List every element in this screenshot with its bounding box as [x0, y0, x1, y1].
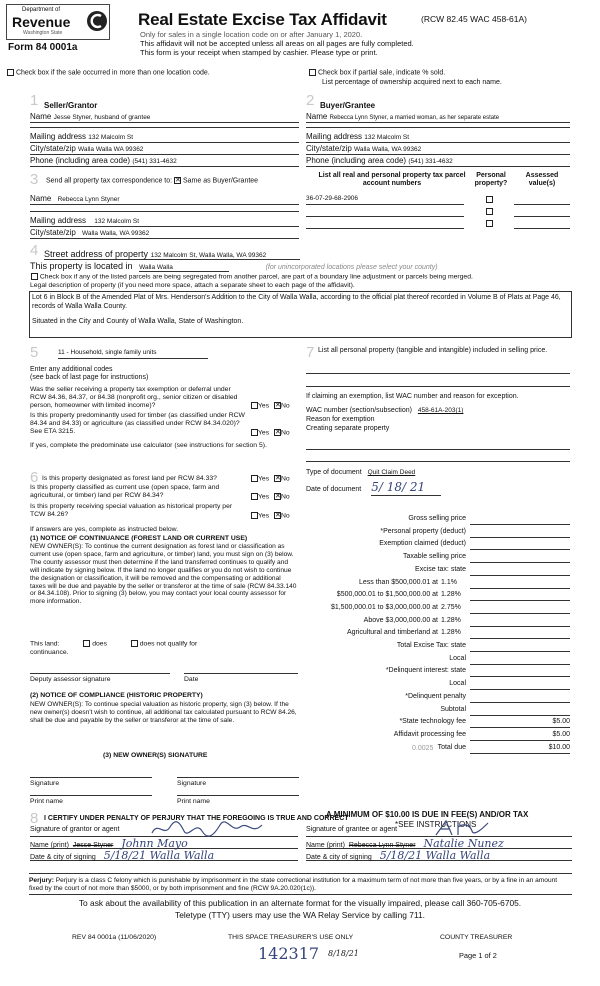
buyer-phone-value[interactable]: (541) 331-4632	[408, 158, 453, 165]
legal-description-2: Situated in the City and County of Walla Walla, State of Washington.	[32, 318, 244, 326]
buyer-mail-row	[306, 132, 570, 143]
tax-row-rate: 2.75%	[441, 603, 461, 611]
reason-label: Reason for exemption	[306, 416, 375, 423]
percent-ownership-note: List percentage of ownership acquired next to each name.	[322, 79, 502, 86]
tax-row-line	[470, 727, 570, 728]
buyer-mail-label: Mailing address	[306, 132, 363, 141]
historic-question: Is this property receiving special valuation as historical property per TCW 84.26?	[30, 503, 233, 518]
current-use-yes-no	[251, 493, 290, 501]
grantee-date-value[interactable]: 5/18/21 Walla Walla	[379, 849, 491, 862]
multi-location-check[interactable]	[7, 69, 210, 77]
tax-row-label: Total due	[437, 743, 466, 751]
section-2-number: 2	[306, 92, 315, 109]
timber-question: Is this property predominantly used for timber (as classified under RCW 84.34 and 84.33) or agriculture (as classified under RCW 84.34.020)? See ETA 3215.	[30, 412, 245, 435]
grantor-date-row	[30, 850, 298, 861]
seller-phone-row	[30, 156, 299, 167]
perjury-box	[29, 873, 572, 895]
same-as-buyer-label: Same as Buyer/Grantee	[182, 177, 259, 185]
doc-type-row	[306, 469, 415, 477]
tax-row-label: Local	[449, 654, 466, 662]
header-line-2: This affidavit will not be accepted unless all areas on all pages are fully completed.	[140, 39, 414, 48]
buyer-name-value[interactable]: Rebecca Lynn Styner, a married woman, as her separate estate	[329, 115, 500, 121]
exemption-question: Was the seller receiving a property tax exemption or deferral under RCW 84.36, 84.37, or 84.38 (nonprofit org., senior citizen or disabled person, homeowner with limited income)?	[30, 386, 238, 409]
does-not-checkbox[interactable]	[131, 640, 138, 647]
tax-row-label: Agricultural and timberland at	[346, 629, 438, 637]
see-instructions-note: *SEE INSTRUCTIONS	[395, 820, 477, 829]
does-not-label: does not qualify for	[139, 640, 198, 648]
tax-row-line	[470, 753, 570, 754]
new-owner-print-label-2: Print name	[177, 798, 210, 805]
current-use-question: Is this property classified as current use (open space, farm and agricultural, or timber) land per RCW 84.34?	[30, 484, 220, 499]
this-land-row	[30, 640, 300, 648]
tax-row-line	[470, 588, 570, 589]
tax-row-label: Total Excise Tax: state	[396, 642, 466, 649]
section-3-name-row	[30, 194, 299, 205]
tax-row-line	[470, 524, 570, 525]
tax-row-label: *Delinquent interest: state	[385, 667, 466, 675]
seller-name-label: Name	[30, 112, 52, 121]
seller-mail-label: Mailing address	[30, 132, 87, 141]
revenue-logo	[6, 4, 118, 53]
section-7-number: 7	[306, 344, 315, 361]
buyer-city-value[interactable]: Walla Walla, WA 99362	[354, 146, 422, 153]
section-8-number: 8	[30, 810, 39, 827]
logo-dept: Department of	[22, 7, 61, 13]
seller-city-value[interactable]: Walla Walla WA 99362	[78, 146, 144, 153]
legal-description-box[interactable]	[29, 291, 572, 338]
seller-mail-value[interactable]: 132 Malcolm St	[88, 134, 134, 141]
seller-city-row	[30, 144, 299, 155]
tax-correspondence-label: Send all property tax correspondence to:	[46, 177, 173, 185]
tax-row-value[interactable]: $5.00	[552, 718, 570, 726]
logo-name: Revenue	[12, 14, 71, 30]
historic-no-label: No	[280, 512, 290, 520]
forest-no-label: No	[280, 475, 290, 483]
doc-date-row	[306, 481, 441, 496]
stamp-number: 142317	[258, 944, 320, 963]
segregated-row[interactable]	[31, 273, 571, 281]
seller-city-label: City/state/zip	[30, 144, 76, 153]
tax-row-rate: 1.1%	[441, 578, 457, 586]
wac-value[interactable]: 458-61A-203(1)	[417, 407, 464, 414]
notice-continuance-text: NEW OWNER(S): To continue the current designation as forest land or classification as current use (open space, farm and agriculture, or timber) land, you must sign on (3) below. The county assessor must then determine if the land transferred continues to qualify and will indicate by signing below. If the land no longer qualifies or you do not wish to continue the designation or classification, it will be removed and the compensating or additional taxes will be due and payable by the seller or transferor at the time of sale (RCW 84.33.140 or 84.34.108). Prior to signing (3) below, you may contact your local county assessor for more information.	[30, 543, 297, 606]
current-use-yes-checkbox[interactable]	[251, 493, 258, 500]
tax-row-label: Local	[449, 680, 466, 688]
new-owner-signature-heading: (3) NEW OWNER(S) SIGNATURE	[103, 752, 208, 759]
tax-row-label: $1,500,000.01 to $3,000,000.00 at	[330, 603, 438, 611]
doc-date-value[interactable]: 5/ 18/ 21	[371, 481, 441, 496]
historic-yes-checkbox[interactable]	[251, 512, 258, 519]
buyer-city-row	[306, 144, 570, 155]
deputy-date-label: Date	[184, 676, 199, 683]
grantee-print-row	[306, 838, 572, 849]
segregated-checkbox[interactable]	[31, 273, 38, 280]
logo-state: Washington State	[23, 30, 63, 36]
tax-row-line	[470, 740, 570, 741]
section-4-number: 4	[30, 242, 39, 259]
section-3-city-row	[30, 228, 299, 239]
form-number: Form 84 0001a	[8, 42, 78, 53]
seller-phone-value[interactable]: (541) 331-4632	[132, 158, 177, 165]
multi-location-label: Check box if the sale occurred in more than one location code.	[15, 69, 210, 77]
section-3-name-label: Name	[30, 194, 52, 203]
historic-yes-label: Yes	[258, 512, 270, 520]
forest-yes-checkbox[interactable]	[251, 475, 258, 482]
see-back-label: (see back of last page for instructions)	[30, 374, 149, 381]
grantor-signature-label: Signature of grantor or agent	[30, 826, 120, 833]
tax-row-rate: 1.28%	[441, 591, 461, 599]
deputy-signature-label: Deputy assessor signature	[30, 676, 111, 683]
continuance-label: continuance.	[30, 649, 69, 656]
personal-property-checkbox-1[interactable]	[486, 196, 493, 203]
multi-location-checkbox[interactable]	[7, 69, 14, 76]
parcels-header: List all real and personal property tax parcel account numbers	[318, 172, 466, 188]
seller-heading: Seller/Grantor	[44, 101, 98, 110]
personal-property-checkbox-3[interactable]	[486, 220, 493, 227]
historic-no-checkbox[interactable]: ✕	[274, 512, 281, 519]
grantee-print-value[interactable]: Rebecca Lynn Styner	[348, 842, 416, 849]
partial-sale-checkbox[interactable]	[309, 69, 316, 76]
stamp-date: 8/18/21	[328, 949, 359, 958]
section-1-number: 1	[30, 92, 39, 109]
exemption-yes-label: Yes	[258, 402, 270, 410]
tax-row-label: Gross selling price	[408, 515, 466, 522]
street-row	[44, 249, 300, 260]
seller-mail-row	[30, 132, 299, 143]
tax-row-line	[470, 562, 570, 563]
section-3-city-label: City/state/zip	[30, 228, 76, 237]
treasurer-use: THIS SPACE TREASURER'S USE ONLY	[228, 934, 354, 941]
county-treasurer: COUNTY TREASURER	[440, 934, 513, 941]
tax-row-line	[470, 702, 570, 703]
section-3-text	[46, 177, 258, 185]
assessed-value-header: Assessed value(s)	[525, 172, 559, 188]
grantor-print-row	[30, 838, 298, 849]
buyer-phone-label: Phone (including area code)	[306, 156, 407, 165]
tax-row-label: Taxable selling price	[402, 553, 466, 561]
section-6-number: 6	[30, 469, 39, 486]
tax-row-label: Excise tax: state	[415, 565, 466, 573]
current-use-no-checkbox[interactable]: ✕	[274, 493, 281, 500]
grantor-date-value[interactable]: 5/18/21 Walla Walla	[103, 849, 215, 862]
tax-row-label: Less than $500,000.01 at	[358, 578, 438, 586]
tax-row-label: *Personal property (deduct)	[380, 527, 466, 535]
logo-emblem-icon	[86, 10, 108, 32]
tax-row-label: Exemption claimed (deduct)	[379, 540, 466, 548]
doc-date-label: Date of document	[306, 486, 362, 493]
new-owner-print-label-1: Print name	[30, 798, 63, 805]
grantor-print-label: Name (print)	[30, 842, 69, 849]
grantor-print-value[interactable]: Jesse Styner	[72, 842, 114, 849]
section-3-mail-row	[30, 216, 299, 227]
seller-name-value[interactable]: Jesse Styner, husband of grantee	[53, 114, 151, 121]
grantee-signature-image[interactable]	[432, 817, 492, 839]
tax-row-line	[470, 613, 570, 614]
tax-row-label: Above $3,000,000.00 at	[363, 616, 438, 624]
reason-value[interactable]: Creating separate property	[306, 425, 390, 432]
personal-property-checkbox-2[interactable]	[486, 208, 493, 215]
section-3-name-value[interactable]: Rebecca Lynn Styner	[57, 196, 120, 203]
certify-statement: I CERTIFY UNDER PENALTY OF PERJURY THAT THE FOREGOING IS TRUE AND CORRECT	[44, 815, 349, 822]
predominate-use-note: If yes, complete the predominate use calculator (see instructions for section 5).	[30, 442, 267, 449]
section-3-mail-value[interactable]: 132 Malcolm St	[94, 218, 140, 225]
grantor-print-hand[interactable]: Johnn Mayo	[121, 837, 188, 850]
buyer-heading: Buyer/Grantee	[320, 101, 376, 110]
tax-row-label: Affidavit processing fee	[393, 730, 466, 738]
alternate-format-note: To ask about the availability of this publication in an alternate format for the visually impaired, please call 360-705-6705.	[78, 898, 522, 908]
current-use-yes-label: Yes	[258, 493, 270, 501]
historic-yes-no	[251, 512, 290, 520]
rev-number: REV 84 0001a (11/06/2020)	[72, 934, 157, 941]
wac-label: WAC number (section/subsection)	[306, 407, 412, 414]
does-label: does	[92, 640, 107, 648]
doc-type-label: Type of document	[306, 469, 362, 476]
buyer-city-label: City/state/zip	[306, 144, 352, 153]
street-label: Street address of property	[44, 249, 149, 259]
forest-no-checkbox[interactable]: ✕	[274, 475, 281, 482]
tax-row-rate: 1.28%	[441, 629, 461, 637]
tax-row-line	[470, 676, 570, 677]
legal-description-1: Lot 6 in Block B of the Amended Plat of Mrs. Henderson's Addition to the City of Walla Walla, according to the official plat thereof recorded in Volume B of Plats at Page 46, records of Walla Walla County.	[32, 294, 561, 311]
buyer-mail-value[interactable]: 132 Malcolm St	[364, 134, 410, 141]
perjury-text: Perjury is a class C felony which is punishable by imprisonment in the state correctional institution for a maximum term of not more than five years, or by a fine in an amount fixed by the court of not more than $5000, or by both imprisonment and fine (RCW 9A.20.020(1c)).	[29, 877, 558, 892]
minimum-due-note: A MINIMUM OF $10.00 IS DUE IN FEE(S) AND/OR TAX	[326, 810, 529, 819]
form-rcw: (RCW 82.45 WAC 458-61A)	[421, 14, 527, 24]
timber-yes-no	[251, 429, 290, 437]
this-land-label: This land:	[30, 640, 60, 648]
header-line-1: Only for sales in a single location code on or after January 1, 2020.	[140, 30, 363, 39]
exemption-no-checkbox[interactable]: ✕	[274, 402, 281, 409]
buyer-name-label: Name	[306, 112, 328, 121]
section-3-city-value[interactable]: Walla Walla, WA 99362	[82, 230, 150, 237]
tty-note: Teletype (TTY) users may use the WA Relay Service by calling 711.	[175, 910, 425, 920]
new-owner-signature-label-1: Signature	[30, 780, 60, 787]
forest-yes-no	[251, 475, 290, 483]
tax-row-value[interactable]: $5.00	[552, 730, 570, 738]
exemption-yes-checkbox[interactable]	[251, 402, 258, 409]
located-row	[30, 261, 570, 272]
grantee-date-row	[306, 850, 572, 861]
grantee-print-label: Name (print)	[306, 842, 345, 849]
tax-row-line	[470, 549, 570, 550]
local-rate: 0.0025	[412, 745, 434, 752]
does-checkbox[interactable]	[83, 640, 90, 647]
section-3-number: 3	[30, 171, 39, 188]
buyer-name-row	[306, 112, 570, 123]
personal-property-header: Personal property?	[474, 172, 508, 188]
timber-yes-label: Yes	[258, 429, 270, 437]
tax-row-rate: 1.28%	[441, 616, 461, 624]
tax-row-line	[470, 689, 570, 690]
notice-compliance-heading: (2) NOTICE OF COMPLIANCE (HISTORIC PROPERTY)	[30, 692, 203, 699]
tax-row-label: $500,000.01 to $1,500,000.00 at	[336, 591, 438, 599]
wac-row	[306, 407, 463, 415]
timber-no-checkbox[interactable]: ✕	[274, 429, 281, 436]
located-label: This property is located in	[30, 261, 133, 271]
parcel-number-1[interactable]: 36-07-29-68-2906	[306, 195, 464, 205]
form-title: Real Estate Excise Tax Affidavit	[138, 10, 387, 29]
tax-row-value[interactable]: $10.00	[548, 743, 570, 751]
personal-property-list-label: List all personal property (tangible and intangible) included in selling price.	[318, 347, 548, 354]
seller-phone-label: Phone (including area code)	[30, 156, 131, 165]
tax-row-line	[470, 626, 570, 627]
perjury-label: Perjury:	[29, 877, 54, 884]
seller-name-row	[30, 112, 299, 123]
timber-no-label: No	[280, 429, 290, 437]
partial-sale-check[interactable]	[309, 69, 445, 77]
tax-row-label: *Delinquent penalty	[405, 692, 466, 700]
tax-row-line	[470, 537, 570, 538]
section-3-mail-label: Mailing address	[30, 216, 87, 225]
page-number: Page 1 of 2	[459, 951, 497, 960]
new-owner-signature-label-2: Signature	[177, 780, 207, 787]
current-use-no-label: No	[280, 493, 290, 501]
section-5-number: 5	[30, 344, 39, 361]
doc-type-value[interactable]: Quit Claim Deed	[367, 469, 416, 476]
tax-row-label: *State technology fee	[399, 718, 466, 726]
same-as-buyer-checkbox[interactable]: ✕	[175, 177, 181, 184]
timber-yes-checkbox[interactable]	[251, 429, 258, 436]
tax-row-line	[470, 664, 570, 665]
if-yes-note: If answers are yes, complete as instructed below.	[30, 526, 179, 533]
tax-row-line	[470, 651, 570, 652]
street-value[interactable]: 132 Malcolm St, Walla Walla, WA 99362	[150, 252, 267, 259]
unincorporated-note: (for unincorporated locations please select your county)	[265, 264, 438, 271]
exemption-no-label: No	[280, 402, 290, 410]
tax-row-line	[470, 638, 570, 639]
notice-continuance-heading: (1) NOTICE OF CONTINUANCE (FOREST LAND OR CURRENT USE)	[30, 535, 248, 542]
tax-row-line	[470, 715, 570, 716]
grantor-signature-image[interactable]	[148, 819, 268, 839]
buyer-phone-row	[306, 156, 570, 167]
grantor-date-label: Date & city of signing	[30, 854, 96, 861]
additional-codes-label: Enter any additional codes	[30, 366, 113, 373]
exemption-yes-no	[251, 402, 290, 410]
tax-row-line	[470, 600, 570, 601]
legal-description-label: Legal description of property (if you need more space, attach a separate sheet to each page of the affidavit).	[30, 282, 355, 289]
segregated-label: Check box if any of the listed parcels are being segregated from another parcel, are part of a boundary line adjustment or parcels being merged.	[39, 273, 473, 281]
land-use-code[interactable]: 11 - Household, single family units	[58, 349, 208, 359]
tax-row-label: Subtotal	[440, 705, 466, 713]
grantee-print-hand[interactable]: Natalie Nunez	[423, 837, 504, 850]
located-value[interactable]: Walla Walla	[139, 264, 229, 272]
header-line-3	[140, 49, 378, 58]
grantee-signature-label: Signature of grantee or agent	[306, 826, 398, 833]
forest-question: Is this property designated as forest land per RCW 84.33?	[42, 475, 217, 482]
partial-sale-label: Check box if partial sale, indicate % sold.	[317, 69, 446, 77]
header-line-3-text: This form is your receipt when stamped by cashier. Please type or print.	[140, 48, 378, 57]
grantee-date-label: Date & city of signing	[306, 854, 372, 861]
forest-yes-label: Yes	[258, 475, 270, 483]
tax-row-line	[470, 575, 570, 576]
exemption-claim-label: If claiming an exemption, list WAC number and reason for exception.	[306, 393, 519, 400]
notice-compliance-text: NEW OWNER(S): To continue special valuation as historic property, sign (3) below. If the new owner(s) doesn't wish to continue, all additional tax calculated pursuant to RCW 84.26, shall be due and payable by the seller or transferor at the time of sale.	[30, 701, 297, 724]
